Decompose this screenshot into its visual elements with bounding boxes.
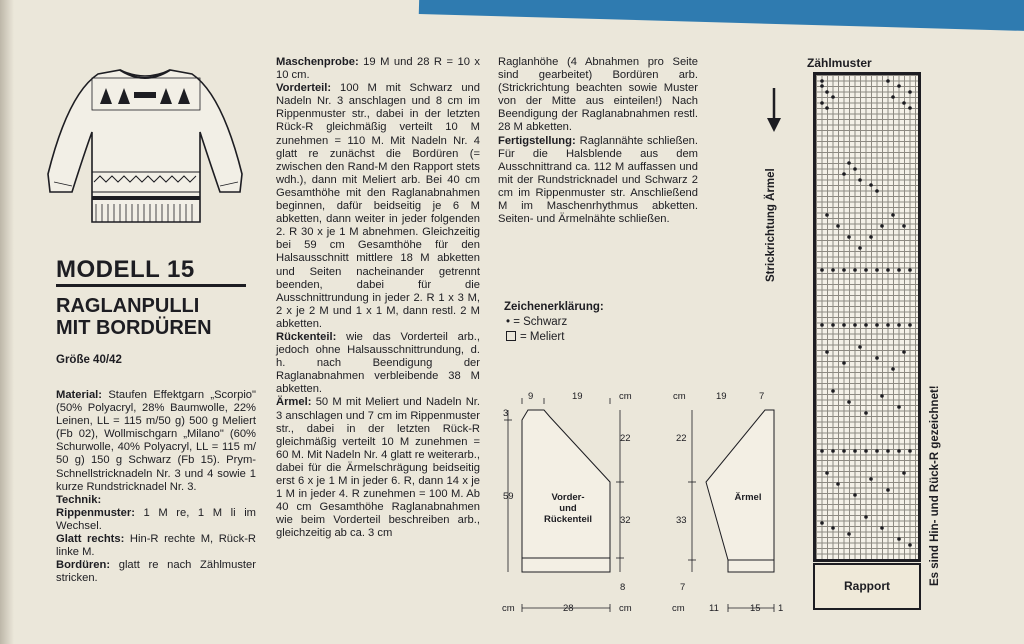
body-top-9: 9 [528,391,534,402]
body-label-line-1: Vorder- [551,492,585,503]
glatt-text: Hin-R rechte M, Rück-R linke M. [56,533,256,559]
rippen-label: Rippenmuster: [56,506,135,519]
vorderteil-label: Vorderteil: [276,82,332,95]
body-bottom-cm: cm [502,603,515,614]
instructions-column [276,56,480,540]
arrow-down-icon [764,86,784,136]
material-text: Staufen Effektgarn „Scorpio" (50% Polyacryl, 28% Baumwolle, 22% Leinen, LL = 115 m/50 g) 500 g Meliert (Fb 02), Wollmischgarn „Milano" (60% Schurwolle, 40% Polyacryl, LL = 115 m/ 50 g) 150 g Schwarz (Fb 15). Prym-Schnellstricknadeln Nr. 3 und 4 sowie 1 kurze Rundstricknadel Nr. 3. [56,389,256,493]
rows-note: Es sind Hin- und Rück-R gezeichnet! [929,385,941,586]
legend-title: Zeichenerklärung: [504,301,604,313]
fertigstellung-label: Fertigstellung: [498,134,576,147]
title-line-2: MIT BORDÜREN [56,317,212,339]
body-top-19: 19 [572,391,583,402]
borduren-text: glatt re nach Zählmuster stricken. [56,559,256,585]
finishing-column [498,56,698,226]
rapport-label: Rapport [813,563,921,610]
technik-label: Technik: [56,493,102,506]
vorderteil-text: 100 M mit Schwarz und Nadeln Nr. 3 anschlagen und 8 cm im Rippenmuster str., dabei in der letzten Rück-R gleichmäßig verteilt 10 M zunehmen = 110 M. Mit Nadeln Nr. 4 glatt re zunächst die Bordüren (= zwischen den Rand-M den Rapport stets wdh.), dann mit Meliert arb. Bei 40 cm Gesamthöhe mit den Raglanabnahmen beginnen, dafür beidseitig je 6 M abketten, dann weiter in jeder folgenden 2. R 30 x je 1 M abnehmen. Gleichzeitig bei 59 cm Gesamthöhe für den Halsausschnitt mittlere 18 M abketten und Seiten nacheinander getrennt beenden, dabei für die Ausschnittrundung in jeder 2. R 1 x 3 M, 2 x je 2 M und 1 x 1 M, dann restl. 2 M abketten. [276,82,480,330]
body-right-32: 32 [620,515,631,526]
sleeve-bottom-15: 15 [750,603,761,614]
legend-meliert: = Meliert [520,331,565,343]
chart-title: Zählmuster [807,56,872,70]
page-spine [0,0,14,644]
maschenprobe-label: Maschenprobe: [276,56,359,68]
body-label-line-3: Rückenteil [543,514,593,525]
pattern-grid [813,72,921,562]
pattern-dots [816,75,918,559]
body-piece-label [533,492,603,525]
material-label: Material: [56,389,103,401]
knit-direction-label: Strickrichtung Ärmel [765,168,777,282]
accent-band [419,0,1024,32]
size-label: Größe 40/42 [56,354,122,366]
body-right-22: 22 [620,433,631,444]
maschenprobe-text: 19 M und 28 R = 10 x 10 cm. [276,56,480,82]
sleeve-schematic [670,390,800,620]
sleeve-top-19: 19 [716,391,727,402]
sleeve-left-7: 7 [680,582,686,593]
title-line-1: RAGLANPULLI [56,295,200,317]
rueckenteil-label: Rückenteil: [276,330,337,343]
legend-black: • = Schwarz [506,316,568,328]
pattern-title [56,295,212,339]
model-number: MODELL 15 [56,256,195,283]
symbol-legend [504,300,604,345]
aermel-label: Ärmel: [276,396,312,409]
sleeve-top-7: 7 [759,391,765,402]
sleeve-left-33: 33 [676,515,687,526]
glatt-label: Glatt rechts: [56,533,125,546]
materials-column [56,389,256,585]
sleeve-top-cm: cm [673,391,686,402]
continued-text: Raglanhöhe (4 Abnahmen pro Seite sind gearbeitet) Bordüren arb. (Strickrichtung beachten sowie Muster von der Mitte aus einteilen!) Nach Beendigung der Raglanabnahmen restl. 28 M abketten. [498,56,698,134]
rueckenteil-text: wie das Vorderteil arb., jedoch ohne Halsausschnittrundung, d. h. nach Beendigung der Raglanabnahmen verbleibende 38 M abketten. [276,330,480,396]
sleeve-left-22: 22 [676,433,687,444]
fertigstellung-text: Raglannähte schließen. Für die Halsblende aus dem Ausschnittrand ca. 112 M auffassen und mit der Rundstricknadel und Schwarz 2 cm im Rippenmuster str. Anschließend M im Maschenrhythmus abketten. Seiten- und Ärmelnähte schließen. [498,134,698,226]
sleeve-bottom-1: 1 [778,603,784,614]
aermel-text: 50 M mit Meliert und Nadeln Nr. 3 anschlagen und 7 cm im Rippenmuster str., dabei in der letzten Rück-R gleichmäßig verteilt 10 M zunehmen = 60 M. Mit Nadeln Nr. 4 glatt re weiterarb., dabei für die Ärmelschrägung beidseitig erst 6 x je 1 M in jeder 6. R, dann 14 x je 1 M in jeder 4. R zunehmen = 100 M. Ab 40 cm Gesamthöhe Raglanabnahmen wie beim Vorderteil beschreiben arb., gleichzeitig ab ca. 3 cm [276,396,480,540]
sleeve-label: Ärmel [734,492,762,503]
body-left-59: 59 [503,491,514,502]
body-label-line-2: und [559,503,577,514]
title-rule [56,284,246,287]
empty-square-icon [506,331,516,341]
body-left-3: 3 [503,408,509,419]
sweater-illustration [42,64,248,244]
body-bottom-28: 28 [563,603,574,614]
borduren-label: Bordüren: [56,559,111,572]
body-right-8: 8 [620,582,626,593]
body-bottom-cm-2: cm [619,603,632,614]
sleeve-bottom-cm: cm [672,603,685,614]
rippen-text: 1 M re, 1 M li im Wechsel. [56,506,256,532]
body-top-cm: cm [619,391,632,402]
sleeve-bottom-11: 11 [709,603,719,614]
